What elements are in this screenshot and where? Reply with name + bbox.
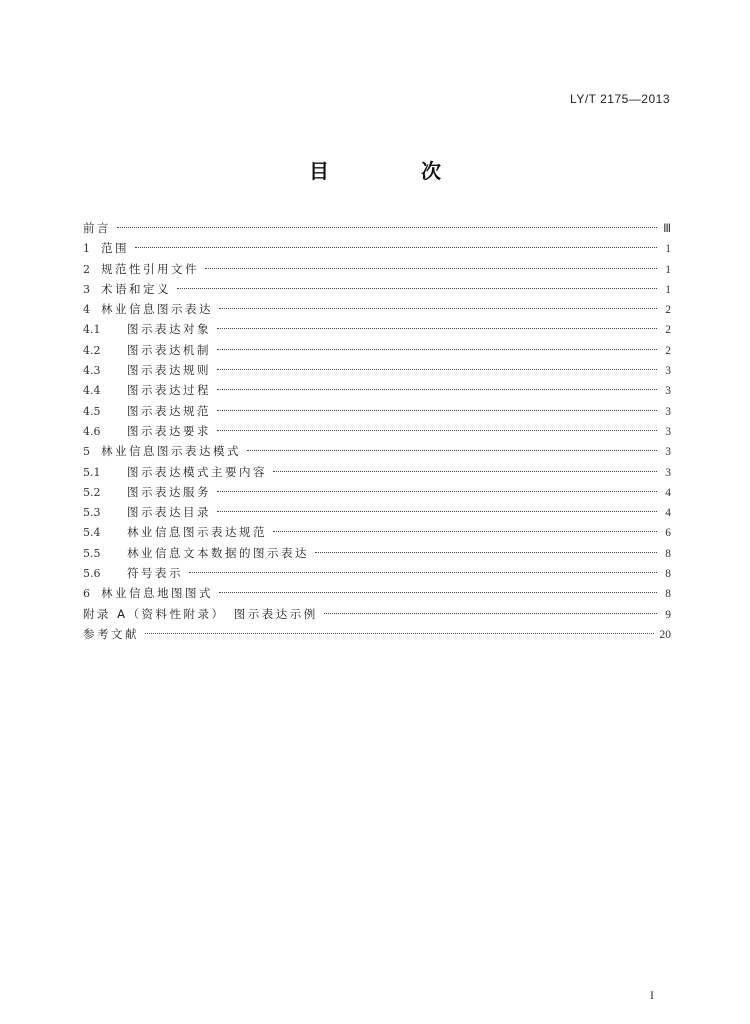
dot-leader xyxy=(217,410,657,411)
toc-subentry[interactable] xyxy=(83,380,671,400)
toc-entry-page: 3 xyxy=(665,425,671,438)
toc-entry-label: 林业信息图示表达规范 xyxy=(127,525,267,540)
table-of-contents xyxy=(83,218,671,644)
toc-entry-page: 6 xyxy=(665,527,671,540)
toc-entry-page: Ⅲ xyxy=(663,223,671,235)
toc-entry-number: 1 xyxy=(83,242,90,256)
toc-subentry[interactable] xyxy=(83,563,671,583)
toc-entry-number: 5.1 xyxy=(83,465,101,479)
dot-leader xyxy=(135,247,657,248)
toc-entry-page: 2 xyxy=(665,324,671,337)
toc-entry-page: 1 xyxy=(665,243,671,256)
dot-leader xyxy=(205,268,657,269)
dot-leader xyxy=(273,531,657,532)
toc-entry-label: 林业信息文本数据的图示表达 xyxy=(127,545,309,560)
toc-entry-number: 5.4 xyxy=(83,526,101,540)
toc-entry-page: 3 xyxy=(665,365,671,378)
toc-entry[interactable] xyxy=(83,441,671,461)
toc-entry-page: 3 xyxy=(665,466,671,479)
dot-leader xyxy=(145,633,654,634)
toc-entry-page: 4 xyxy=(665,486,671,499)
toc-entry-number: 6 xyxy=(83,587,90,601)
toc-entry[interactable] xyxy=(83,238,671,258)
toc-entry-label: 林业信息图示表达模式 xyxy=(101,444,241,459)
toc-entry-number: 4.2 xyxy=(83,343,101,357)
toc-entry[interactable] xyxy=(83,583,671,603)
toc-entry-page: 1 xyxy=(665,263,671,276)
toc-entry-number: 4.6 xyxy=(83,424,101,438)
toc-entry[interactable] xyxy=(83,218,671,238)
standard-code: LY/T 2175—2013 xyxy=(570,92,670,106)
toc-entry-label: 图示表达服务 xyxy=(127,484,211,499)
toc-subentry[interactable] xyxy=(83,340,671,360)
dot-leader xyxy=(217,511,657,512)
toc-title: 目 次 xyxy=(309,159,477,183)
toc-subentry[interactable] xyxy=(83,421,671,441)
toc-entry-number: 5.2 xyxy=(83,485,101,499)
toc-entry-label: 参考文献 xyxy=(83,626,139,641)
toc-entry[interactable] xyxy=(83,279,671,299)
toc-entry-page: 2 xyxy=(665,344,671,357)
dot-leader xyxy=(219,592,657,593)
toc-entry-label: 图示表达对象 xyxy=(127,322,211,337)
toc-entry-page: 8 xyxy=(665,588,671,601)
toc-entry[interactable] xyxy=(83,299,671,319)
toc-entry-number: 5 xyxy=(83,445,90,459)
toc-subentry[interactable] xyxy=(83,522,671,542)
toc-entry-label: 规范性引用文件 xyxy=(101,261,199,276)
toc-entry-page: 3 xyxy=(665,385,671,398)
toc-subentry[interactable] xyxy=(83,502,671,522)
toc-entry-number: 4.5 xyxy=(83,404,101,418)
toc-entry-label: 图示表达机制 xyxy=(127,342,211,357)
toc-entry-page: 8 xyxy=(665,547,671,560)
dot-leader xyxy=(217,369,657,370)
toc-entry-label: 附录 A（资料性附录） 图示表达示例 xyxy=(83,606,318,621)
dot-leader xyxy=(324,613,657,614)
dot-leader xyxy=(217,430,657,431)
toc-entry-page: 9 xyxy=(665,608,671,621)
toc-entry-label: 林业信息图示表达 xyxy=(101,302,213,317)
toc-entry-page: 1 xyxy=(665,283,671,296)
dot-leader xyxy=(189,572,657,573)
toc-entry-label: 图示表达规范 xyxy=(127,403,211,418)
toc-entry-label: 图示表达目录 xyxy=(127,505,211,520)
toc-entry-number: 4 xyxy=(83,303,90,317)
toc-entry-label: 林业信息地图图式 xyxy=(101,586,213,601)
toc-entry-page: 3 xyxy=(665,446,671,459)
toc-entry-number: 5.5 xyxy=(83,546,101,560)
toc-entry-number: 5.6 xyxy=(83,567,101,581)
toc-entry-number: 5.3 xyxy=(83,506,101,520)
dot-leader xyxy=(219,308,657,309)
dot-leader xyxy=(273,471,657,472)
toc-entry-label: 符号表示 xyxy=(127,566,183,581)
toc-entry-label: 图示表达过程 xyxy=(127,383,211,398)
page-number: I xyxy=(650,988,654,1002)
toc-entry-page: 4 xyxy=(665,507,671,520)
toc-subentry[interactable] xyxy=(83,360,671,380)
dot-leader xyxy=(117,227,657,228)
toc-entry-number: 4.3 xyxy=(83,364,101,378)
toc-entry-page: 20 xyxy=(659,628,671,641)
toc-entry-page: 2 xyxy=(665,304,671,317)
toc-entry-number: 4.1 xyxy=(83,323,101,337)
toc-subentry[interactable] xyxy=(83,482,671,502)
toc-entry[interactable] xyxy=(83,624,671,644)
dot-leader xyxy=(177,288,657,289)
toc-entry-label: 图示表达规则 xyxy=(127,363,211,378)
toc-entry[interactable] xyxy=(83,259,671,279)
dot-leader xyxy=(315,552,657,553)
toc-entry[interactable] xyxy=(83,604,671,624)
toc-subentry[interactable] xyxy=(83,401,671,421)
toc-subentry[interactable] xyxy=(83,319,671,339)
dot-leader xyxy=(217,349,657,350)
dot-leader xyxy=(217,328,657,329)
toc-subentry[interactable] xyxy=(83,543,671,563)
toc-entry-label: 术语和定义 xyxy=(101,281,171,296)
dot-leader xyxy=(217,491,657,492)
toc-entry-page: 3 xyxy=(665,405,671,418)
toc-entry-label: 前言 xyxy=(83,221,111,235)
toc-entry-label: 范围 xyxy=(101,241,129,256)
toc-entry-page: 8 xyxy=(665,568,671,581)
toc-entry-number: 2 xyxy=(83,262,90,276)
dot-leader xyxy=(247,450,657,451)
toc-entry-number: 3 xyxy=(83,282,90,296)
toc-entry-label: 图示表达模式主要内容 xyxy=(127,464,267,479)
toc-subentry[interactable] xyxy=(83,462,671,482)
toc-entry-label: 图示表达要求 xyxy=(127,423,211,438)
dot-leader xyxy=(217,389,657,390)
toc-entry-number: 4.4 xyxy=(83,384,101,398)
